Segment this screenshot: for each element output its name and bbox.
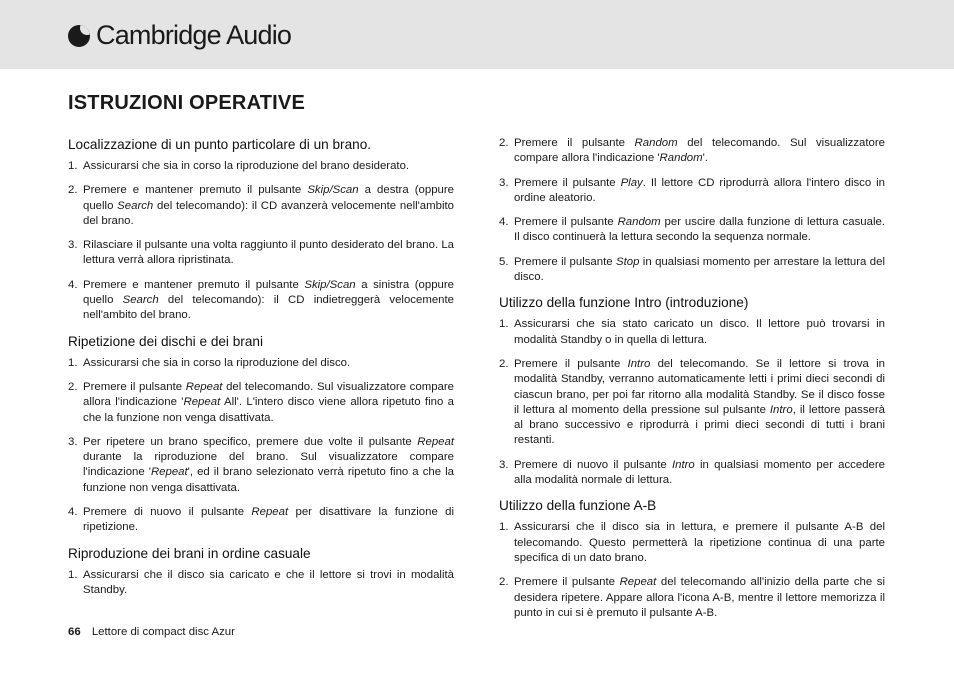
item-number: 2. — [499, 137, 509, 149]
page-number: 66 — [68, 626, 81, 638]
instruction-section — [499, 294, 885, 488]
italic-term: Intro — [671, 458, 695, 471]
item-number: 3. — [68, 435, 78, 448]
list-item — [499, 255, 885, 286]
instruction-section — [68, 136, 454, 324]
item-number: 4. — [499, 216, 509, 229]
item-number: 2. — [499, 357, 509, 370]
list-item — [499, 575, 885, 621]
item-text: Premere e mantener premuto il pulsante Skip/Scan a destra (oppure quello Search del telecomando): il CD avanzerà velocemente nell'ambito del brano. — [83, 184, 454, 227]
italic-term: Repeat — [251, 506, 289, 519]
italic-term: Repeat — [417, 435, 454, 448]
section-heading: Ripetizione dei dischi e dei brani — [68, 333, 263, 349]
list-item — [499, 176, 885, 207]
item-number: 1. — [68, 160, 78, 172]
instruction-list — [499, 136, 885, 285]
item-text: Premere il pulsante Random per uscire dalla funzione di lettura casuale. Il disco continuerà la lettura secondo la sequenza normale. — [514, 216, 885, 244]
italic-term: Repeat — [150, 466, 188, 479]
item-number: 4. — [68, 506, 78, 519]
italic-term: Repeat — [183, 396, 221, 409]
list-item — [499, 136, 885, 167]
item-text: Premere e mantener premuto il pulsante Skip/Scan a sinistra (oppure quello Search del telecomando): il CD indietreggerà velocemente nell'ambito del brano. — [83, 278, 454, 322]
list-item — [499, 357, 885, 449]
section-heading: Riproduzione dei brani in ordine casuale — [68, 545, 311, 561]
list-item — [499, 215, 885, 246]
item-text: Assicurarsi che sia in corso la riproduzione del disco. — [83, 356, 351, 369]
instruction-section — [68, 545, 454, 599]
item-text: Premere il pulsante Intro del telecomando. Se il lettore si trova in modalità Standby, verranno automaticamente letti i primi dieci secondi di ciascun brano, per poi far ritorno alla modalità Standby. Se il disco fosse il lettura al momento della pressione sul pulsante Intro, il lettore passerà al brano successivo e riprodurrà i primi dieci secondi di tutti i brani restanti. — [514, 357, 885, 447]
italic-term: Intro — [627, 357, 651, 370]
brand-logo — [68, 22, 291, 49]
section-heading: Utilizzo della funzione Intro (introduzione) — [499, 295, 749, 311]
instruction-section — [499, 136, 885, 285]
item-text: Premere di nuovo il pulsante Intro in qualsiasi momento per accedere alla modalità normale di lettura. — [514, 458, 885, 487]
list-item — [499, 458, 885, 489]
instruction-list — [68, 159, 454, 324]
item-number: 3. — [499, 458, 509, 471]
italic-term: Skip/Scan — [307, 184, 359, 197]
item-text: Per ripetere un brano specifico, premere due volte il pulsante Repeat durante la riproduzione del brano. Sul visualizzatore compare l'indicazione 'Repeat', ed il brano selezionato verrà ripetuto fino a che la funzione non venga disattivata. — [83, 435, 454, 494]
italic-term: Skip/Scan — [304, 278, 356, 291]
item-number: 4. — [68, 278, 78, 291]
item-text: Premere il pulsante Random del telecomando. Sul visualizzatore compare allora l'indicazione 'Random'. — [514, 137, 885, 165]
italic-term: Search — [117, 199, 154, 212]
logo-mark-icon — [68, 25, 90, 47]
italic-term: Random — [634, 137, 678, 149]
item-text: Assicurarsi che sia stato caricato un disco. Il lettore può trovarsi in modalità Standby o in quella di lettura. — [514, 318, 885, 346]
item-text: Premere il pulsante Stop in qualsiasi momento per arrestare la lettura del disco. — [514, 255, 885, 284]
list-item — [68, 183, 454, 229]
footer-title: Lettore di compact disc Azur — [91, 626, 235, 638]
item-number: 1. — [499, 318, 509, 331]
item-number: 3. — [499, 176, 509, 189]
italic-term: Search — [122, 294, 159, 307]
item-text: Premere il pulsante Play. Il lettore CD riprodurrà allora l'intero disco in ordine aleatorio. — [514, 176, 885, 204]
header-band — [0, 0, 954, 69]
list-item — [68, 356, 454, 371]
instruction-section — [499, 497, 885, 621]
instruction-list — [499, 317, 885, 488]
item-number: 1. — [68, 568, 78, 581]
italic-term: Play — [620, 176, 643, 189]
item-number: 5. — [499, 255, 509, 268]
page-title: ISTRUZIONI OPERATIVE — [68, 92, 305, 114]
instruction-list — [68, 568, 454, 599]
italic-term: Intro — [769, 403, 793, 416]
left-column — [68, 136, 454, 607]
italic-term: Stop — [615, 255, 640, 268]
instruction-list — [68, 356, 454, 536]
brand-name: Cambridge Audio — [96, 20, 292, 50]
item-number: 2. — [68, 380, 78, 393]
list-item — [68, 278, 454, 324]
list-item — [68, 380, 454, 426]
item-number: 1. — [68, 356, 78, 369]
item-text: Premere di nuovo il pulsante Repeat per disattivare la funzione di ripetizione. — [83, 506, 455, 534]
right-column — [499, 136, 885, 630]
italic-term: Repeat — [619, 576, 657, 589]
list-item — [68, 159, 454, 174]
page-footer — [68, 626, 235, 638]
italic-term: Random — [659, 152, 703, 165]
section-heading: Localizzazione di un punto particolare di un brano. — [68, 137, 372, 152]
list-item — [68, 435, 454, 496]
list-item — [68, 238, 454, 269]
item-text: Premere il pulsante Repeat del telecomando. Sul visualizzatore compare allora l'indicazione 'Repeat All'. L'intero disco viene allora ripetuto fino a che la funzione non venga disattivata. — [83, 380, 454, 424]
list-item — [499, 520, 885, 566]
italic-term: Repeat — [185, 380, 223, 393]
item-text: Assicurarsi che il disco sia in lettura, e premere il pulsante A-B del telecomando. Questo permetterà la ripetizione continua di una parte specifica di un dato brano. — [514, 521, 885, 564]
list-item — [499, 317, 885, 348]
italic-term: Random — [617, 216, 661, 229]
item-number: 1. — [499, 521, 509, 534]
section-heading: Utilizzo della funzione A-B — [499, 498, 657, 514]
item-number: 2. — [499, 576, 509, 589]
list-item — [68, 505, 454, 536]
item-number: 2. — [68, 184, 78, 197]
item-text: Premere il pulsante Repeat del telecomando all'inizio della parte che si desidera ripetere. Appare allora l'icona A-B, mentre il lettore memorizza il punto in cui si è premuto il pulsante A-B. — [514, 576, 885, 619]
item-text: Rilasciare il pulsante una volta raggiunto il punto desiderato del brano. La lettura verrà allora ripristinata. — [83, 239, 454, 267]
instruction-section — [68, 333, 454, 536]
item-number: 3. — [68, 239, 78, 252]
instruction-list — [499, 520, 885, 621]
item-text: Assicurarsi che il disco sia caricato e che il lettore si trovi in modalità Standby. — [83, 568, 454, 596]
list-item — [68, 568, 454, 599]
item-text: Assicurarsi che sia in corso la riproduzione del brano desiderato. — [83, 160, 410, 172]
